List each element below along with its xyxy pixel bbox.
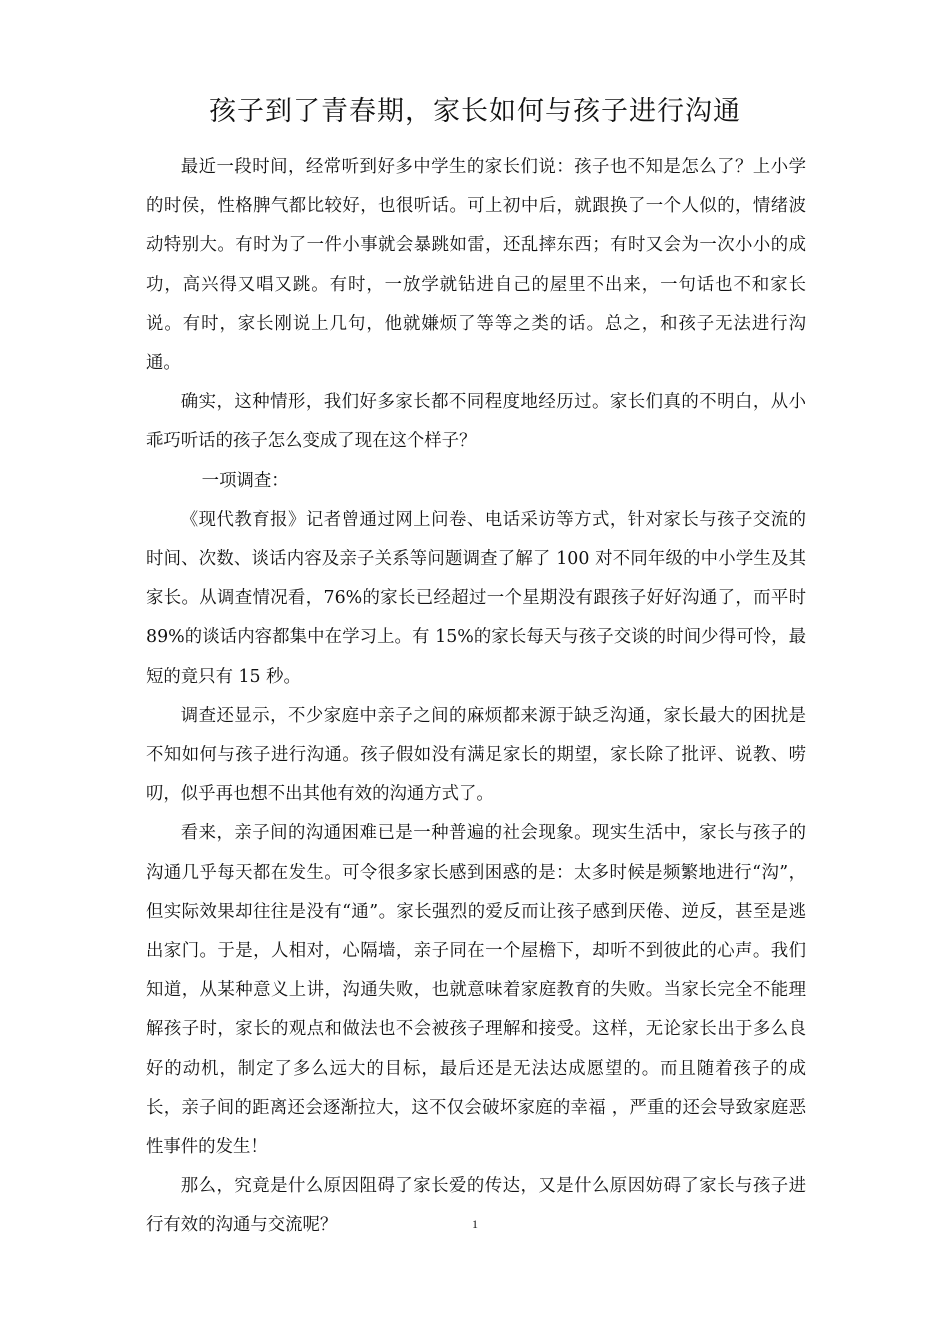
paragraph-survey-heading: 一项调查：: [201, 470, 289, 491]
paragraph-intro: 最近一段时间，经常听到好多中学生的家长们说：孩子也不知是怎么了？上小学的时侯，性格脾气都比较好，也很听话。可上初中后，就跟换了一个人似的，情绪波动特别大。有时为了一件小事就会暴跳如雷，还乱摔东西；有时又会为一次小小的成功，高兴得又唱又跳。有时，一放学就钻进自己的屋里不出来，一句话也不和家长说。有时，家长刚说上几句，他就嫌烦了等等之类的话。总之，和孩子无法进行沟通。: [146, 157, 806, 374]
paragraph-survey-details: 《现代教育报》记者曾通过网上问卷、电话采访等方式，针对家长与孩子交流的时间、次数、谈话内容及亲子关系等问题调查了解了 100 对不同年级的中小学生及其家长。从调查情况看，76%的家长已经超过一个星期没有跟孩子好好沟通了，而平时 89%的谈话内容都集中在学习上。有 15%的家长每天与孩子交谈的时间少得可怜，最短的竟只有 15 秒。: [146, 509, 806, 687]
paragraph-survey-findings: 调查还显示，不少家庭中亲子之间的麻烦都来源于缺乏沟通，家长最大的困扰是不知如何与孩子进行沟通。孩子假如没有满足家长的期望，家长除了批评、说教、唠叨，似乎再也想不出其他有效的沟通方式了。: [146, 705, 806, 805]
paragraph-confirmation: 确实，这种情形，我们好多家长都不同程度地经历过。家长们真的不明白，从小乖巧听话的孩子怎么变成了现在这个样子？: [146, 392, 806, 452]
document-title: 孩子到了青春期，家长如何与孩子进行沟通: [209, 96, 741, 127]
paragraph-question: 那么，究竟是什么原因阻碍了家长爱的传达，又是什么原因妨碍了家长与孩子进行有效的沟通与交流呢？: [146, 1176, 806, 1236]
page-number: 1: [472, 1217, 478, 1231]
document-body: [146, 148, 806, 1246]
paragraph-communication-problem: 看来，亲子间的沟通困难已是一种普遍的社会现象。现实生活中，家长与孩子的沟通几乎每天都在发生。可令很多家长感到困惑的是：太多时候是频繁地进行“沟”，但实际效果却往往是没有“通”。家长强烈的爱反而让孩子感到厌倦、逆反，甚至是逃出家门。于是，人相对，心隔墙，亲子同在一个屋檐下，却听不到彼此的心声。我们知道，从某种意义上讲，沟通失败，也就意味着家庭教育的失败。当家长完全不能理解孩子时，家长的观点和做法也不会被孩子理解和接受。这样，无论家长出于多么良好的动机，制定了多么远大的目标，最后还是无法达成愿望的。而且随着孩子的成长，亲子间的距离还会逐渐拉大，这不仅会破坏家庭的幸福 ，严重的还会导致家庭恶性事件的发生！: [146, 823, 806, 1158]
